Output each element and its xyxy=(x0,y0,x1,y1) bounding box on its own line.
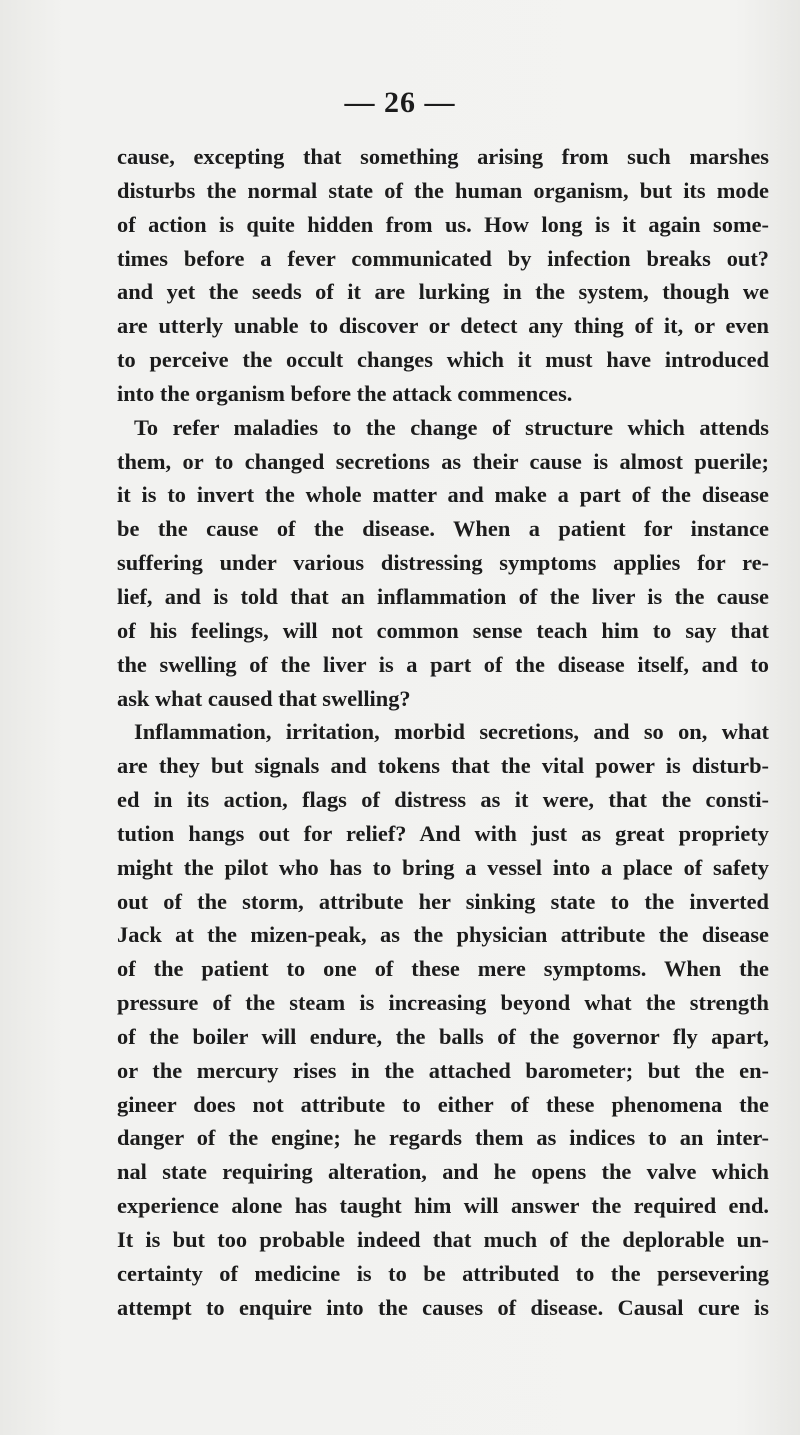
text-line: cause, excepting that something arising from such marshes xyxy=(117,144,769,169)
text-line: might the pilot who has to bring a vessel into a place of safety xyxy=(117,854,769,880)
text-line: disturbs the normal state of the human organism, but its mode xyxy=(117,177,769,203)
text-line: to perceive the occult changes which it must have introduced xyxy=(117,347,769,373)
text-line: Inflammation, irritation, morbid secretions, and so on, what xyxy=(134,719,769,745)
text-line: times before a fever communicated by infection breaks out? xyxy=(117,245,769,271)
text-line: nal state requiring alteration, and he opens the valve which xyxy=(117,1159,769,1185)
text-line: experience alone has taught him will answer the required end. xyxy=(117,1193,769,1219)
text-line: ask what caused that swelling? xyxy=(117,685,411,711)
page-number: — 26 — xyxy=(344,86,456,119)
text-line: of the boiler will endure, the balls of the governor fly apart, xyxy=(117,1023,769,1049)
text-line: danger of the engine; he regards them as indices to an inter- xyxy=(117,1125,769,1151)
text-line: or the mercury rises in the attached barometer; but the en- xyxy=(117,1057,769,1083)
text-line: them, or to changed secretions as their cause is almost puerile; xyxy=(117,448,769,474)
text-line: out of the storm, attribute her sinking state to the inverted xyxy=(117,888,769,914)
text-line: of the patient to one of these mere symptoms. When the xyxy=(117,956,769,982)
text-line: suffering under various distressing symptoms applies for re- xyxy=(117,550,769,576)
text-line: are they but signals and tokens that the vital power is disturb- xyxy=(117,753,769,779)
text-line: To refer maladies to the change of structure which attends xyxy=(134,414,769,440)
text-line: it is to invert the whole matter and make a part of the disease xyxy=(117,482,769,508)
text-line: pressure of the steam is increasing beyond what the strength xyxy=(117,990,769,1016)
text-line: tution hangs out for relief? And with just as great propriety xyxy=(117,820,769,846)
text-line: are utterly unable to discover or detect any thing of it, or even xyxy=(117,313,769,339)
text-line: of his feelings, will not common sense teach him to say that xyxy=(117,617,769,643)
text-line: into the organism before the attack commences. xyxy=(117,380,573,406)
text-line: gineer does not attribute to either of these phenomena the xyxy=(117,1091,769,1117)
text-line: certainty of medicine is to be attributed to the persevering xyxy=(117,1260,769,1286)
text-line: be the cause of the disease. When a patient for instance xyxy=(117,516,769,542)
text-line: and yet the seeds of it are lurking in the system, though we xyxy=(117,279,769,305)
text-line: attempt to enquire into the causes of disease. Causal cure is xyxy=(117,1294,769,1320)
text-line: It is but too probable indeed that much of the deplorable un- xyxy=(117,1227,769,1252)
text-line: of action is quite hidden from us. How long is it again some- xyxy=(117,211,769,237)
text-line: Jack at the mizen-peak, as the physician attribute the disease xyxy=(117,922,769,948)
text-line: the swelling of the liver is a part of the disease itself, and to xyxy=(117,651,769,677)
text-line: lief, and is told that an inflammation of the liver is the cause xyxy=(117,583,769,609)
text-line: ed in its action, flags of distress as it were, that the consti- xyxy=(117,787,769,813)
body-text xyxy=(117,140,769,1325)
